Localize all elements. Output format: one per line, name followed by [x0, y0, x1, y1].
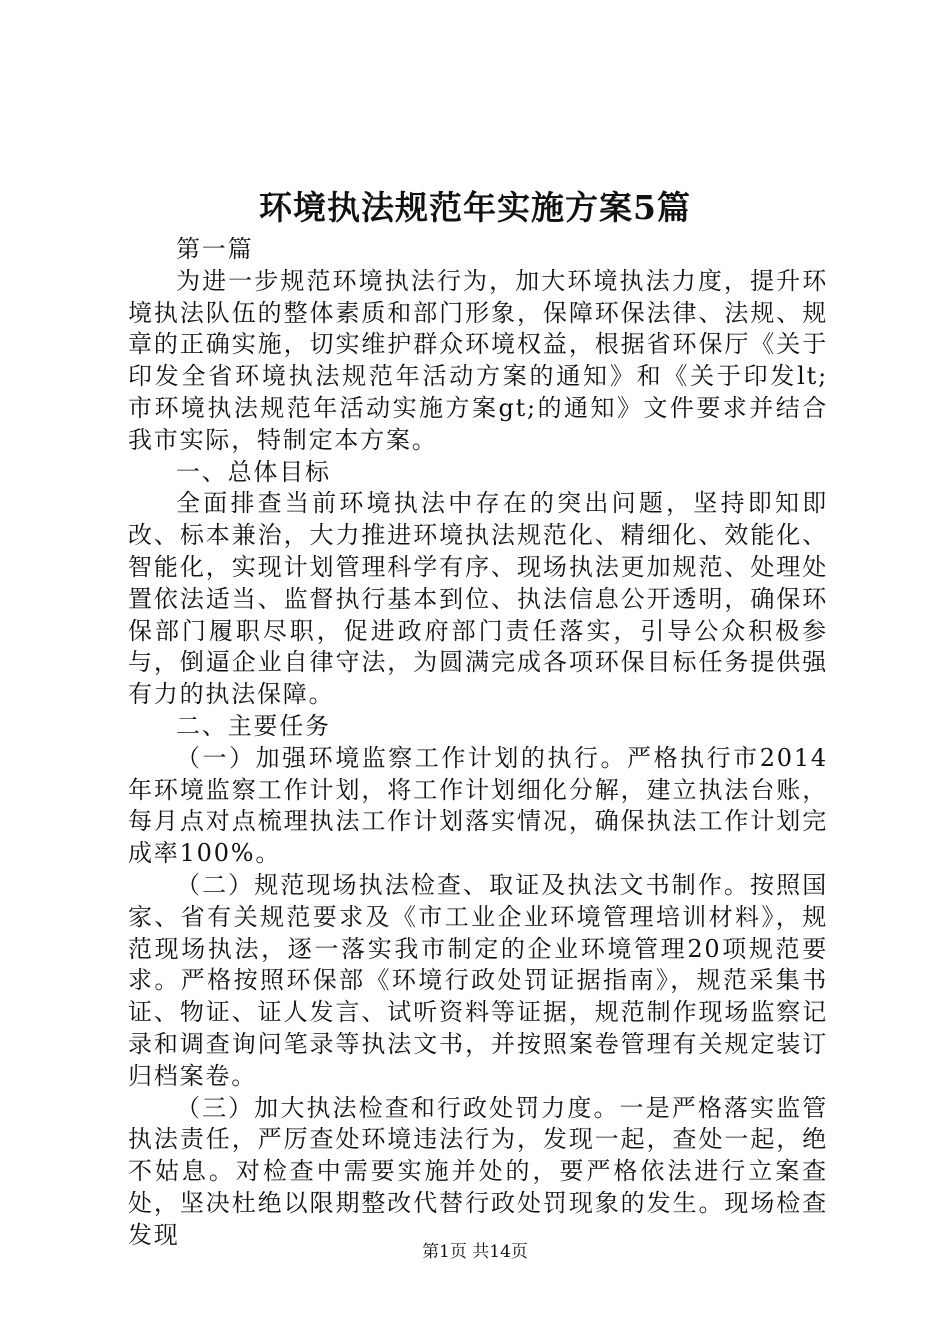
body-paragraph: 全面排查当前环境执法中存在的突出问题，坚持即知即改、标本兼治，大力推进环境执法规范化、精细化、效能化、智能化，实现计划管理科学有序、现场执法更加规范、处理处置依法适当、监督执行基本到位、执法信息公开透明，确保环保部门履职尽职，促进政府部门责任落实，引导公众积极参与，倒逼企业自律守法，为圆满完成各项环保目标任务提供强有力的执法保障。 [128, 489, 828, 709]
section-heading: 一、总体目标 [176, 457, 331, 486]
body-paragraph: （一）加强环境监察工作计划的执行。严格执行市2014年环境监察工作计划，将工作计划细化分解，建立执法台账，每月点对点梳理执法工作计划落实情况，确保执法工作计划完成率100%。 [128, 743, 828, 868]
body-paragraph: （二）规范现场执法检查、取证及执法文书制作。按照国家、省有关规范要求及《市工业企业环境管理培训材料》，规范现场执法，逐一落实我市制定的企业环境管理20项规范要求。严格按照环保部《环境行政处罚证据指南》，规范采集书证、物证、证人发言、试听资料等证据，规范制作现场监察记录和调查询问笔录等执法文书，并按照案卷管理有关规定装订归档案卷。 [128, 870, 828, 1090]
document-title: 环境执法规范年实施方案5篇 [259, 188, 691, 227]
page-footer: 第1页 共14页 [422, 1242, 528, 1262]
section-heading: 二、主要任务 [176, 711, 331, 740]
body-paragraph: （三）加大执法检查和行政处罚力度。一是严格落实监管执法责任，严厉查处环境违法行为，发现一起，查处一起，绝不姑息。对检查中需要实施并处的，要严格依法进行立案查处，坚决杜绝以限期整改代替行政处罚现象的发生。现场检查发现 [128, 1093, 828, 1249]
body-paragraph: 为进一步规范环境执法行为，加大环境执法力度，提升环境执法队伍的整体素质和部门形象，保障环保法律、法规、规章的正确实施，切实维护群众环境权益，根据省环保厅《关于印发全省环境执法规范年活动方案的通知》和《关于印发lt;市环境执法规范年活动实施方案gt;的通知》文件要求并结合我市实际，特制定本方案。 [128, 266, 828, 454]
document-body [128, 234, 828, 1252]
section-label: 第一篇 [176, 235, 254, 263]
